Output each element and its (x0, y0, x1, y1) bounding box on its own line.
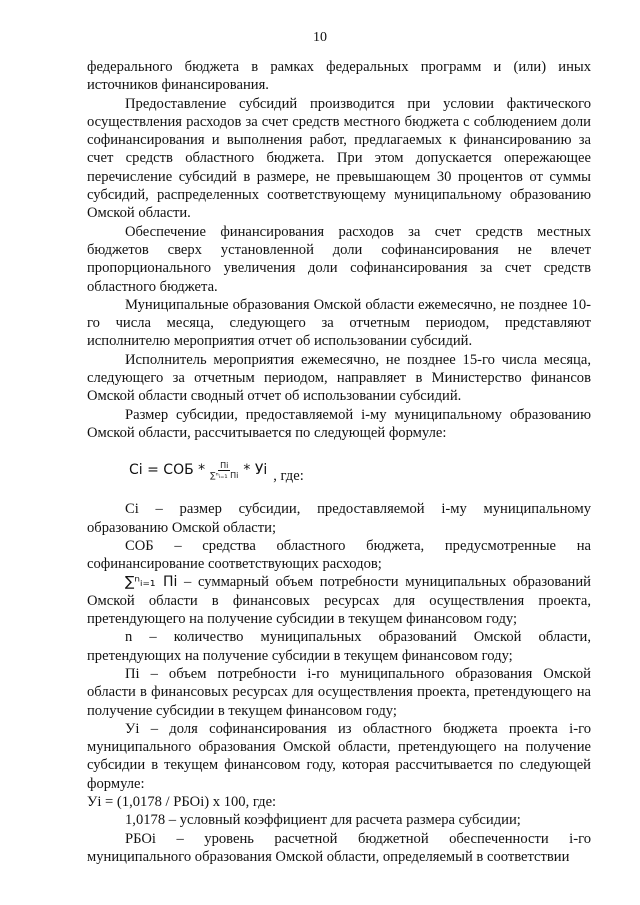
paragraph: федерального бюджета в рамках федеральных программ и (или) иных источников финансирования. (87, 59, 591, 94)
formula-tail: , где: (273, 468, 304, 485)
formula-fraction (208, 461, 240, 480)
subsidy-formula (129, 450, 591, 490)
definition: СОБ – средства областного бюджета, предусмотренные на софинансирование соответствующих расходов; (87, 537, 591, 573)
definition: РБОi – уровень расчетной бюджетной обеспеченности i-го муниципального образования Омской области, определяемый в соответствии (87, 830, 591, 865)
document-body (87, 58, 591, 866)
paragraph: Исполнитель мероприятия ежемесячно, не позднее 15-го числа месяца, следующего за отчетным периодом, направляет в Министерство финансов Омской области сводный отчет об использовании субсидий. (87, 351, 591, 405)
definition: Пi – объем потребности i-го муниципального образования Омской области в финансовых ресурсах для осуществления проекта, претендующего на получение субсидии в текущем финансовом году; (87, 665, 591, 719)
definition: Ci – размер субсидии, предоставляемой i-му муниципальному образованию Омской области; (87, 501, 591, 536)
definition (87, 573, 591, 628)
sum-symbol: ∑ⁿᵢ₌₁ Пi (125, 574, 178, 591)
page-number: 10 (313, 30, 327, 45)
formula-numerator: Пi (220, 460, 229, 470)
share-formula: Уi = (1,0178 / РБОi) х 100, где: (87, 793, 277, 810)
formula-rhs: * Уi (243, 462, 268, 479)
formula-lhs: Ci = СОБ * (129, 462, 206, 479)
formula-denominator: ∑ⁿᵢ₌₁ Пi (210, 470, 239, 480)
definition: n – количество муниципальных образований Омской области, претендующих на получение субсидии в текущем финансовом году; (87, 629, 591, 664)
paragraph: Обеспечение финансирования расходов за счет средств местных бюджетов сверх установленной доли софинансирования не влечет пропорционального увеличения доли софинансирования за счет средств областного бюджета. (87, 223, 591, 295)
paragraph: Размер субсидии, предоставляемой i-му муниципальному образованию Омской области, рассчитывается по следующей формуле: (87, 406, 591, 441)
paragraph: Предоставление субсидий производится при условии фактического осуществления расходов за счет средств местного бюджета с соблюдением доли софинансирования и выполнения работ, предлагаемых к финансированию за счет средств областного бюджета. При этом допускается опережающее перечисление субсидий в размере, не превышающем 30 процентов от суммы субсидий, распределенных соответствующему муниципальному образованию Омской области. (87, 95, 591, 222)
definition: Уi – доля софинансирования из областного бюджета проекта i-го муниципального образования Омской области, претендующего на получение субсидии в текущем финансовом году, которая рассчитывается по следующей формуле: (87, 720, 591, 792)
definition: 1,0178 – условный коэффициент для расчета размера субсидии; (125, 812, 521, 829)
definition-text: – суммарный объем потребности муниципальных образований Омской области в финансовых ресурсах для осуществления проекта, претендующего на получение субсидии в текущем финансовом году; (87, 574, 591, 628)
paragraph: Муниципальные образования Омской области ежемесячно, не позднее 10-го числа месяца, следующего за отчетным периодом, представляют исполнителю мероприятия отчет об использовании субсидий. (87, 296, 591, 350)
